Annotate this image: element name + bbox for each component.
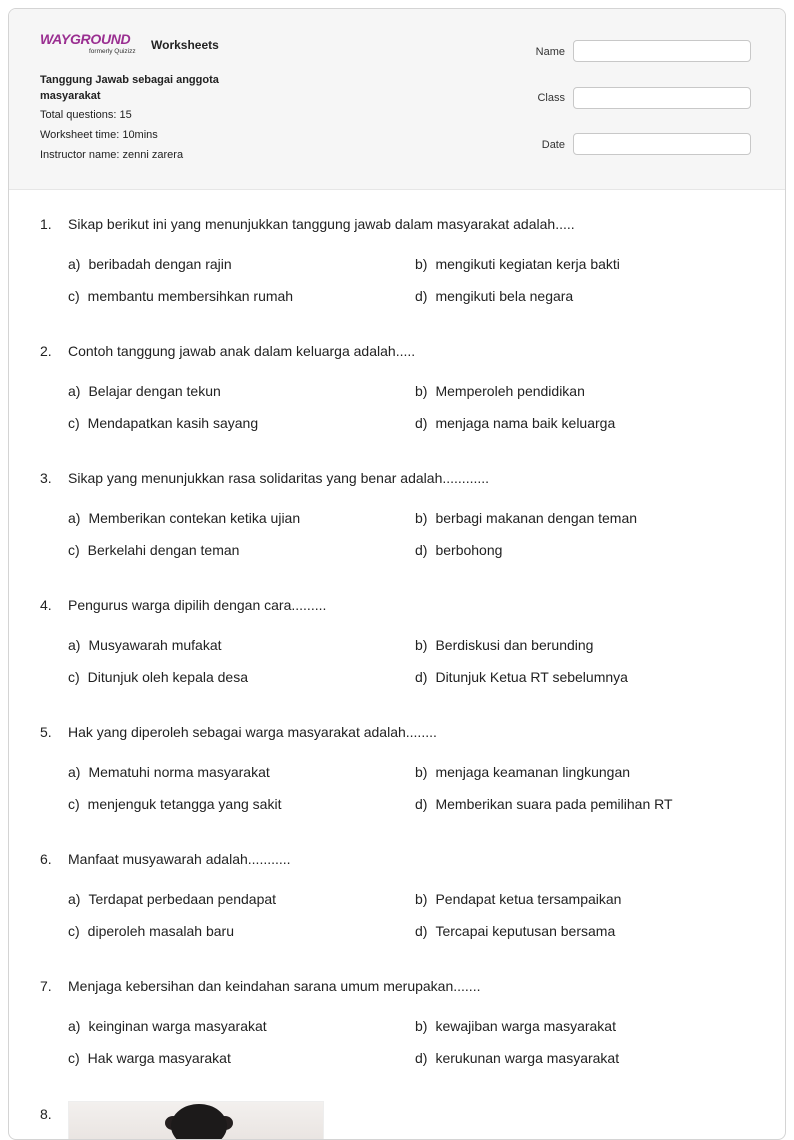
option-b[interactable] [415,891,621,907]
question-text: Hak yang diperoleh sebagai warga masyarakat adalah........ [68,724,437,740]
option-c[interactable] [68,1050,231,1066]
option-letter: a) [68,891,81,907]
option-letter: d) [415,669,428,685]
question-text: Sikap yang menunjukkan rasa solidaritas yang benar adalah............ [68,470,490,486]
option-letter: b) [415,383,428,399]
option-c[interactable] [68,542,239,558]
option-letter: b) [415,637,428,653]
option-text: Memberikan contekan ketika ujian [88,510,301,526]
option-letter: b) [415,891,428,907]
option-d[interactable] [415,542,502,558]
option-a[interactable] [68,383,221,399]
worksheet-time: Worksheet time: 10mins [40,129,158,141]
option-text: mengikuti bela negara [435,288,574,304]
option-b[interactable] [415,256,620,272]
worksheet-title: Tanggung Jawab sebagai anggota masyarakat [40,74,219,102]
option-text: Mendapatkan kasih sayang [87,415,259,431]
option-text: kewajiban warga masyarakat [435,1018,616,1034]
option-c[interactable] [68,796,281,812]
option-text: membantu membersihkan rumah [87,288,294,304]
brand-name: WAYGROUND [40,31,131,47]
option-c[interactable] [68,923,234,939]
option-letter: c) [68,288,80,304]
option-b[interactable] [415,510,637,526]
option-d[interactable] [415,1050,619,1066]
question-8-image [68,1101,324,1140]
date-label: Date [541,139,565,151]
question-number: 5. [40,724,52,740]
class-field[interactable] [573,87,751,109]
option-text: Pendapat ketua tersampaikan [435,891,622,907]
option-text: menjaga keamanan lingkungan [435,764,631,780]
option-letter: b) [415,256,428,272]
option-a[interactable] [68,891,276,907]
total-questions: Total questions: 15 [40,109,132,121]
option-text: Ditunjuk Ketua RT sebelumnya [435,669,628,685]
option-text: berbohong [435,542,503,558]
option-letter: c) [68,669,80,685]
date-field[interactable] [573,133,751,155]
option-text: Hak warga masyarakat [87,1050,231,1066]
question-text: Contoh tanggung jawab anak dalam keluarga adalah..... [68,343,416,359]
option-text: Belajar dengan tekun [88,383,221,399]
option-d[interactable] [415,796,673,812]
option-letter: a) [68,764,81,780]
brand-logo [40,33,144,59]
option-text: beribadah dengan rajin [88,256,232,272]
option-text: menjaga nama baik keluarga [435,415,616,431]
class-label: Class [537,92,565,104]
instructor-name: Instructor name: zenni zarera [40,149,184,161]
option-letter: d) [415,415,428,431]
option-d[interactable] [415,288,573,304]
option-text: mengikuti kegiatan kerja bakti [435,256,620,272]
option-b[interactable] [415,637,593,653]
question-text: Pengurus warga dipilih dengan cara......... [68,597,327,613]
question-number: 7. [40,978,52,994]
name-field[interactable] [573,40,751,62]
question-number: 1. [40,216,52,232]
option-c[interactable] [68,415,258,431]
name-label: Name [535,46,565,58]
option-b[interactable] [415,383,585,399]
question-text: Menjaga kebersihan dan keindahan sarana umum merupakan....... [68,978,481,994]
option-letter: a) [68,383,81,399]
question-number: 6. [40,851,52,867]
question-number: 8. [40,1106,52,1122]
option-a[interactable] [68,764,270,780]
section-label: Worksheets [151,38,219,52]
option-a[interactable] [68,510,300,526]
option-letter: a) [68,637,81,653]
child-head [171,1104,227,1140]
option-c[interactable] [68,669,248,685]
option-letter: d) [415,923,428,939]
worksheet-page [8,8,786,1140]
option-letter: d) [415,1050,428,1066]
option-letter: c) [68,415,80,431]
option-letter: d) [415,288,428,304]
option-d[interactable] [415,669,628,685]
option-text: kerukunan warga masyarakat [435,1050,620,1066]
option-text: Memperoleh pendidikan [435,383,585,399]
question-number: 3. [40,470,52,486]
option-text: Ditunjuk oleh kepala desa [87,669,249,685]
option-text: Berdiskusi dan berunding [435,637,594,653]
option-letter: b) [415,1018,428,1034]
option-text: Tercapai keputusan bersama [435,923,616,939]
option-letter: d) [415,542,428,558]
option-letter: a) [68,510,81,526]
question-number: 4. [40,597,52,613]
option-a[interactable] [68,1018,267,1034]
option-letter: b) [415,510,428,526]
option-text: Musyawarah mufakat [88,637,222,653]
option-text: Mematuhi norma masyarakat [88,764,270,780]
option-letter: c) [68,542,80,558]
option-text: berbagi makanan dengan teman [435,510,638,526]
question-text: Manfaat musyawarah adalah........... [68,851,291,867]
option-d[interactable] [415,923,615,939]
brand-subtitle: formerly Quizizz [89,48,136,55]
option-text: menjenguk tetangga yang sakit [87,796,282,812]
worksheet-header [9,9,785,190]
question-number: 2. [40,343,52,359]
option-letter: a) [68,1018,81,1034]
option-text: Memberikan suara pada pemilihan RT [435,796,673,812]
option-letter: c) [68,796,80,812]
option-letter: d) [415,796,428,812]
option-d[interactable] [415,415,615,431]
option-c[interactable] [68,288,293,304]
option-b[interactable] [415,764,630,780]
option-text: Terdapat perbedaan pendapat [88,891,277,907]
option-text: diperoleh masalah baru [87,923,234,939]
option-letter: c) [68,1050,80,1066]
option-text: Berkelahi dengan teman [87,542,240,558]
option-letter: a) [68,256,81,272]
option-letter: c) [68,923,80,939]
option-letter: b) [415,764,428,780]
option-text: keinginan warga masyarakat [88,1018,267,1034]
question-text: Sikap berikut ini yang menunjukkan tanggung jawab dalam masyarakat adalah..... [68,216,575,232]
option-a[interactable] [68,256,232,272]
option-a[interactable] [68,637,222,653]
option-b[interactable] [415,1018,616,1034]
